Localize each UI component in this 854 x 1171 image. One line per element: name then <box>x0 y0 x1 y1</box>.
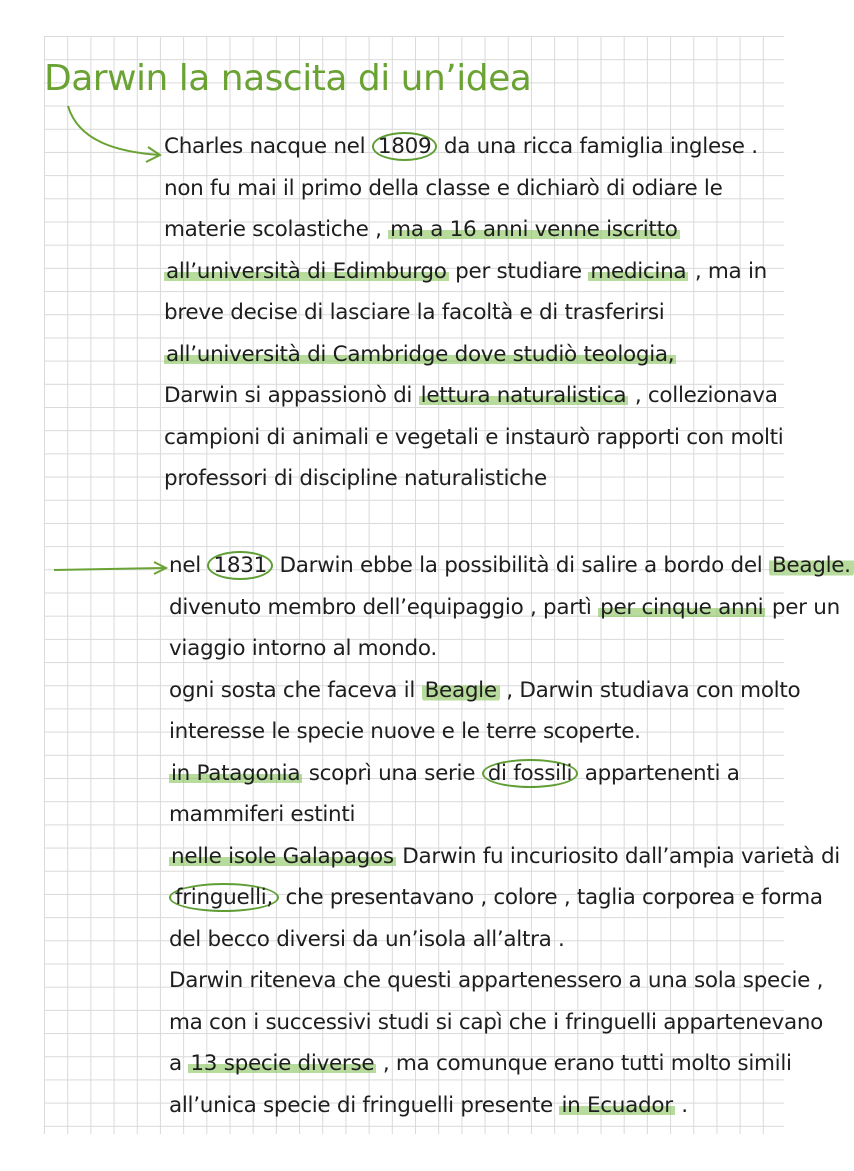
text-line: nel 1831 Darwin ebbe la possibilità di salire a bordo del Beagle. <box>169 545 854 587</box>
text-line: nelle isole Galapagos Darwin fu incuriosito dall’ampia varietà di <box>171 843 840 869</box>
page-margin-bottom <box>0 1134 828 1171</box>
text-line: Darwin si appassionò di lettura naturalistica , collezionava <box>164 383 778 408</box>
text-line: viaggio intorno al mondo. <box>169 636 437 661</box>
highlighted-text: Beagle. <box>769 553 854 578</box>
highlighted-text: ma a 16 anni venne iscritto <box>390 217 678 242</box>
highlighted-text: per cinque anni <box>600 594 764 620</box>
circled-year: 1809 <box>372 132 438 161</box>
text-line: divenuto membro dell’equipaggio , partì per cinque anni per un <box>169 594 840 620</box>
text-line: materie scolastiche , ma a 16 anni venne iscritto <box>164 217 678 242</box>
text-line: ogni sosta che faceva il Beagle , Darwin studiava con molto <box>169 677 801 703</box>
text-line: non fu mai il primo della classe e dichiarò di odiare le <box>164 175 723 201</box>
text-line: all’università di Edimburgo per studiare medicina , ma in <box>166 258 767 284</box>
text-line: breve decise di lasciare la facoltà e di trasferirsi <box>164 300 665 325</box>
highlighted-text: Beagle <box>422 678 500 703</box>
highlighted-text: all’università di Edimburgo <box>166 258 447 284</box>
text-line: all’unica specie di fringuelli presente in Ecuador . <box>169 1092 688 1118</box>
highlighted-text: nelle isole Galapagos <box>171 843 394 869</box>
page-title: Darwin la nascita di un’idea <box>44 58 532 99</box>
circled-text: fringuelli, <box>169 883 279 912</box>
highlighted-text: in Patagonia <box>171 760 301 786</box>
circled-text: di fossili <box>482 759 579 788</box>
text-line <box>164 334 783 376</box>
text-line: del becco diversi da un’isola all’altra . <box>169 926 565 952</box>
page-margin-top <box>0 0 828 36</box>
paragraph-voyage <box>169 545 854 1126</box>
text-line: a 13 specie diverse , ma comunque erano tutti molto simili <box>169 1051 792 1076</box>
highlighted-text: 13 specie diverse <box>190 1051 375 1076</box>
text-line: mammiferi estinti <box>169 802 356 827</box>
highlighted-text: lettura naturalistica <box>420 383 627 408</box>
page-margin-left <box>0 0 44 1171</box>
curved-arrow-icon <box>60 100 170 170</box>
straight-arrow-icon <box>52 556 172 580</box>
circled-year: 1831 <box>207 551 273 580</box>
text-line: in Patagonia scoprì una serie di fossili appartenenti a <box>171 760 740 786</box>
text-line: interesse le specie nuove e le terre scoperte. <box>169 719 641 744</box>
highlighted-text: all’università di Cambridge dove studiò teologia, <box>166 341 675 367</box>
highlighted-text: in Ecuador <box>561 1092 673 1118</box>
text-line: campioni di animali e vegetali e instaurò rapporti con molti <box>164 424 784 450</box>
text-line: fringuelli, che presentavano , colore , taglia corporea e forma <box>169 877 854 919</box>
highlighted-text: medicina <box>590 258 687 284</box>
text-line: professori di discipline naturalistiche <box>164 466 547 491</box>
text-line: Charles nacque nel 1809 da una ricca famiglia inglese . <box>164 134 758 159</box>
text-line: Darwin riteneva che questi appartenessero a una sola specie , <box>169 968 824 993</box>
text-line: ma con i successivi studi si capì che i fringuelli appartenevano <box>169 1009 824 1035</box>
paragraph-childhood <box>164 126 783 500</box>
